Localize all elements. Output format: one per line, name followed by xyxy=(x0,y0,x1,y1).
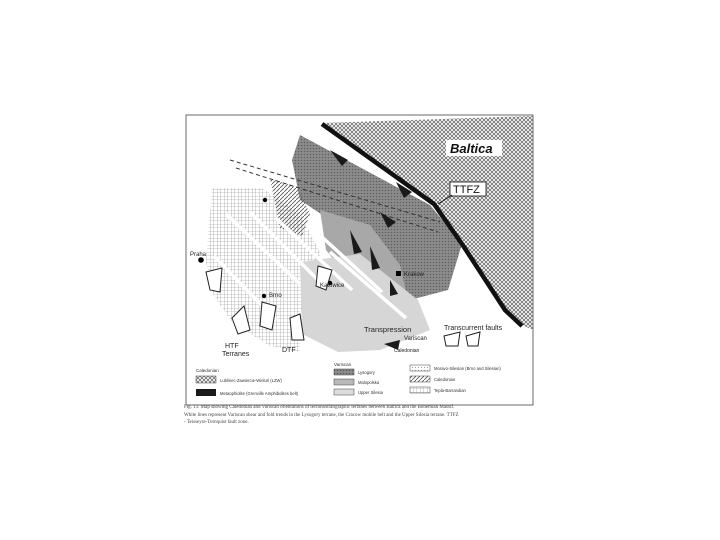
legend-item-lzw: Lublinec-Zawiercie-Wieluń (LZW) xyxy=(220,378,282,383)
brno-marker xyxy=(262,294,266,298)
legend-item-caledonian: Caledonian xyxy=(434,377,456,382)
krakow-marker xyxy=(396,271,401,276)
transpression-label: Transpression xyxy=(364,325,412,334)
praha-label: Praha xyxy=(190,252,207,258)
legend-item-lysogory: Lysogory xyxy=(358,370,375,375)
caption-line-3: - Teisseyre-Tornquist fault zone. xyxy=(184,420,249,425)
legend-item-upper-silesia: Upper Silesia xyxy=(358,390,383,395)
legend-caledonian-heading: Caledonian xyxy=(196,368,219,373)
legend-item-malopolska: Malopolska xyxy=(358,380,380,385)
wroclaw-marker xyxy=(263,198,267,202)
brno-label: Brno xyxy=(269,293,282,299)
variscan-label: Variscan xyxy=(404,336,427,342)
caption-line-1: Fig. 13. Map showing Caledonian and Variscan orientations of tectonostratigraphic terranes between Baltica and the Bohemian Massif. xyxy=(184,405,455,410)
htf-label: HTF xyxy=(225,343,239,350)
ttfz-label: TTFZ xyxy=(453,184,480,196)
legend-item-moravo-silesian: Moravo-Silesian (Brno and Silesian) xyxy=(434,366,501,371)
praha-marker xyxy=(198,257,204,263)
katowice-label: Katowice xyxy=(320,283,345,289)
transcurrent-faults-label: Transcurrent faults xyxy=(444,325,503,332)
figure-caption xyxy=(184,404,536,427)
dtf-label: DTF xyxy=(282,347,296,354)
legend-item-metaophiolite: Metaophiolite (Grenville Amphibolites belt) xyxy=(220,391,299,396)
terranes-label: Terranes xyxy=(222,351,250,358)
krakow-label: Krakow xyxy=(404,272,425,278)
baltica-label: Baltica xyxy=(450,141,493,156)
caption-line-2: White lines represent Variscan shear and fold trends in the Lysogory terrane, the Cracow mobile belt and the Upper Silesia terrane. TTFZ xyxy=(184,412,459,418)
legend-variscan-heading: Variscan xyxy=(334,362,352,367)
caledonian-label: Caledonian xyxy=(394,348,420,354)
legend-item-tepla-barrandian: Tepla-Barrandian xyxy=(434,388,466,393)
